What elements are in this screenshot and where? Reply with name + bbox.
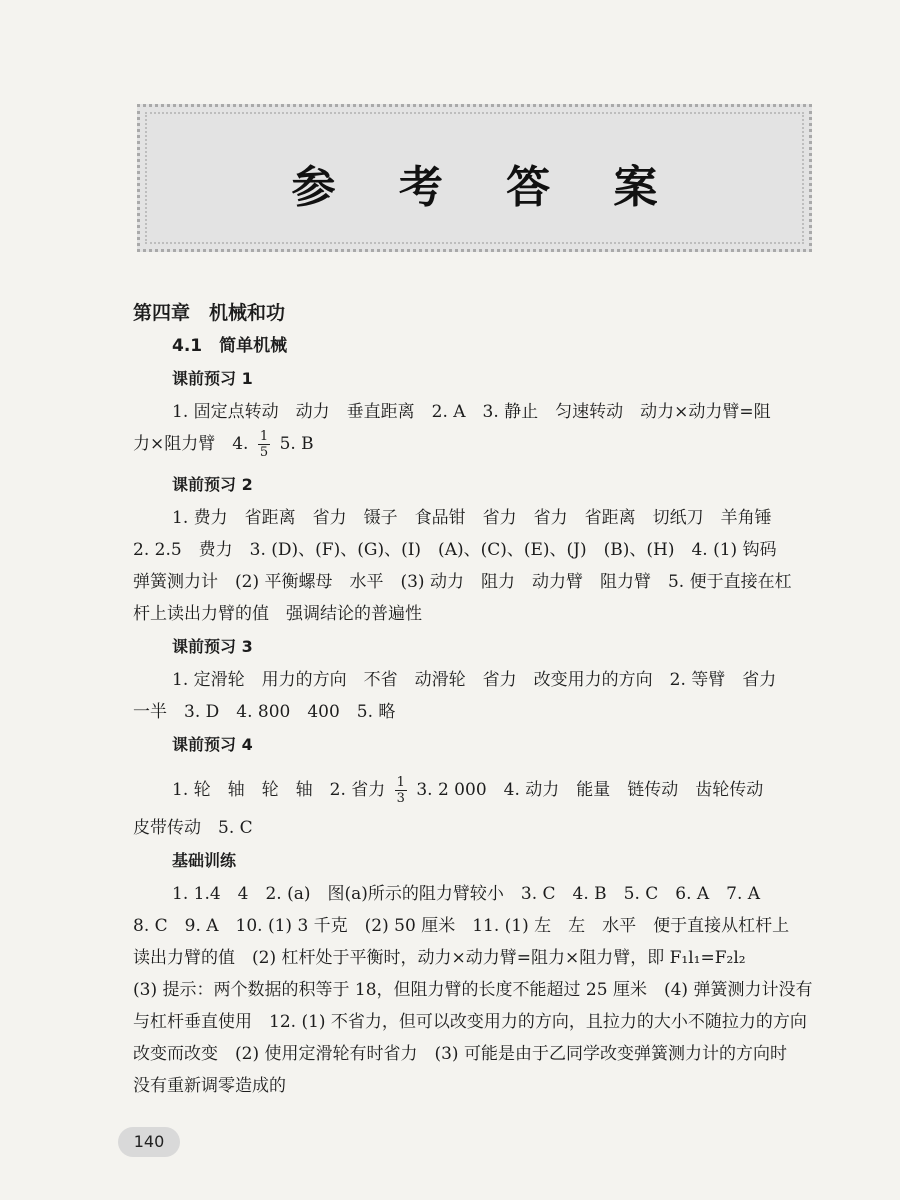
page-title: 参 考 答 案 — [291, 162, 682, 213]
answer-text: 5. B — [279, 434, 314, 454]
subheading-preview-2: 课前预习 2 — [172, 475, 253, 494]
answer-text: 3. 2 000 4. 动力 能量 链传动 齿轮传动 — [416, 780, 764, 800]
answer-line: 改变而改变 (2) 使用定滑轮有时省力 (3) 可能是由于乙同学改变弹簧测力计的方向时 — [133, 1044, 787, 1064]
answer-line: 1. 定滑轮 用力的方向 不省 动滑轮 省力 改变用力的方向 2. 等臂 省力 — [172, 670, 777, 690]
chapter-heading: 第四章 机械和功 — [133, 302, 286, 324]
fraction-denominator: 3 — [396, 791, 405, 806]
answer-line: 杆上读出力臂的值 强调结论的普遍性 — [133, 604, 422, 624]
answer-text: 力×阻力臂 4. — [133, 434, 249, 454]
fraction — [395, 775, 407, 806]
subheading-preview-1: 课前预习 1 — [172, 369, 253, 388]
answers-basic-training — [133, 878, 813, 1102]
page-number: 140 — [118, 1127, 180, 1157]
section-heading: 4.1 简单机械 — [172, 336, 288, 356]
answer-line: 1. 费力 省距离 省力 镊子 食品钳 省力 省力 省距离 切纸刀 羊角锤 — [172, 508, 772, 528]
answer-line — [133, 428, 813, 460]
answer-line: 没有重新调零造成的 — [133, 1076, 286, 1096]
fraction-numerator: 1 — [396, 775, 405, 790]
answer-line: 2. 2.5 费力 3. (D)、(F)、(G)、(I) (A)、(C)、(E)、(J) (B)、(H) 4. (1) 钩码 — [133, 540, 777, 560]
fraction-numerator: 1 — [259, 429, 269, 444]
fraction-denominator: 5 — [259, 445, 269, 460]
answer-text: 1. 轮 轴 轮 轴 2. 省力 — [172, 780, 386, 800]
answer-line: 弹簧测力计 (2) 平衡螺母 水平 (3) 动力 阻力 动力臂 阻力臂 5. 便于直接在杠 — [133, 572, 792, 592]
answer-line: 1. 1.4 4 2. (a) 图(a)所示的阻力臂较小 3. C 4. B 5. C 6. A 7. A — [172, 884, 761, 904]
subheading-basic-training: 基础训练 — [172, 851, 237, 870]
answer-line: 8. C 9. A 10. (1) 3 千克 (2) 50 厘米 11. (1) 左 左 水平 便于直接从杠杆上 — [133, 916, 790, 936]
answers-preview-2 — [133, 502, 813, 630]
subheading-preview-4: 课前预习 4 — [172, 735, 253, 754]
answer-content — [133, 290, 813, 1102]
subheading-preview-3: 课前预习 3 — [172, 637, 253, 656]
answer-line: 读出力臂的值 (2) 杠杆处于平衡时，动力×动力臂=阻力×阻力臂，即 F₁l₁=F₂l₂ — [133, 948, 746, 968]
answer-line: 皮带传动 5. C — [133, 818, 253, 838]
answer-line: 一半 3. D 4. 800 400 5. 略 — [133, 702, 396, 722]
answers-preview-1 — [133, 396, 813, 460]
answers-preview-3 — [133, 664, 813, 728]
answers-preview-4 — [133, 768, 813, 844]
answer-line: 与杠杆垂直使用 12. (1) 不省力，但可以改变用力的方向，且拉力的大小不随拉力的方向 — [133, 1012, 807, 1032]
answer-line: 1. 固定点转动 动力 垂直距离 2. A 3. 静止 匀速转动 动力×动力臂=阻 — [172, 402, 771, 422]
fraction — [258, 429, 270, 460]
answer-line — [133, 768, 813, 812]
title-banner — [137, 104, 812, 252]
answer-line: (3) 提示：两个数据的积等于 18，但阻力臂的长度不能超过 25 厘米 (4) 弹簧测力计没有 — [133, 980, 813, 1000]
